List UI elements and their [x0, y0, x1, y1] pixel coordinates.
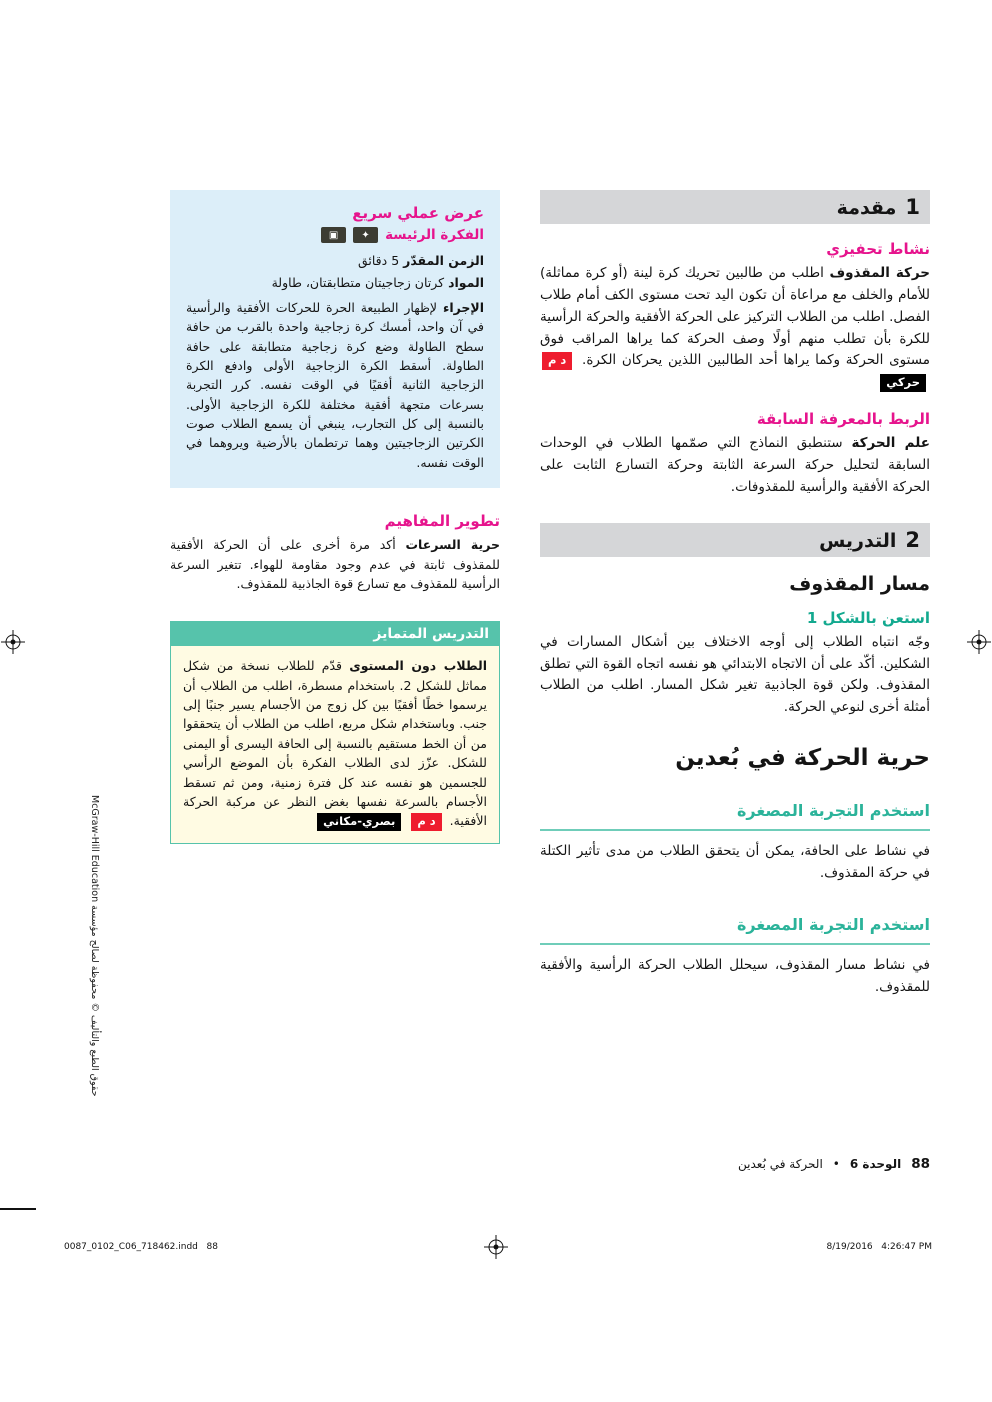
prior-knowledge-heading: الربط بالمعرفة السابقة: [756, 410, 930, 429]
prior-knowledge-paragraph: [540, 433, 930, 499]
estimated-time-row: [186, 251, 484, 270]
print-datetime: 8/19/2016 4:26:47 PM: [826, 1242, 932, 1252]
differentiated-paragraph: [183, 656, 487, 831]
registration-mark-left: [1, 630, 25, 654]
differentiated-instruction-header: التدريس المتمايز: [171, 622, 499, 646]
main-idea-row: [186, 227, 484, 243]
concept-development-paragraph: [170, 535, 500, 593]
minilab-2-heading: استخدم التجربة المصغرة: [540, 915, 930, 945]
figure-paragraph: وجّه انتباه الطلاب إلى أوجه الاختلاف بين أشكال المسارات في الشكلين. أكّد على أن الاتجاه الابتدائي هو نفسه اتجاه القوة التي تطلق المقذوف. ولكن قوة الجاذبية تغير شكل المسار. اطلب من الطلاب أمثلة أخرى لنوعي الحركة.: [540, 633, 930, 716]
procedure-paragraph: [186, 298, 484, 472]
main-idea-label: الفكرة الرئيسة: [385, 227, 484, 243]
prior-lead: علم الحركة: [851, 435, 930, 452]
kinesthetic-badge: حركي: [880, 374, 926, 392]
print-filename: 0087_0102_C06_718462.indd 88: [64, 1242, 218, 1252]
page-footer: [738, 1156, 930, 1172]
minilab-2-paragraph: في نشاط مسار المقذوف، سيحلل الطلاب الحركة الرأسية والأفقية للمقذوف.: [540, 956, 930, 995]
concept-lead: حرية السرعات: [405, 537, 500, 553]
prior-body: ستنطبق النماذج التي صمّمها الطلاب في الوحدات السابقة لتحليل حركة السرعة الثابتة وحركة التسارع الثابت على الحركة الأفقية والرأسية للمقذوفات.: [540, 435, 930, 495]
quick-demo-box: [170, 190, 500, 488]
copyright-vertical-text: حقوق الطبع والتأليف © محفوظة لصالح مؤسسة McGraw-Hill Education: [89, 795, 100, 1097]
registration-mark-right: [967, 630, 991, 654]
materials-label: المواد: [448, 275, 484, 291]
below-level-lead: الطلاب دون المستوى: [349, 658, 487, 674]
registration-mark-bottom: [484, 1235, 508, 1259]
differentiated-instruction-box: [170, 621, 500, 844]
figure-reference-heading: استعن بالشكل 1: [806, 608, 930, 627]
section-2-number: 2: [905, 527, 920, 552]
minilab-1-heading: استخدم التجربة المصغرة: [540, 801, 930, 831]
sidebar-column: [170, 190, 500, 1015]
activity-heading: نشاط تحفيزي: [826, 240, 930, 258]
freedom-of-motion-heading: حرية الحركة في بُعدين: [675, 745, 930, 772]
concept-development-heading: تطوير المفاهيم: [384, 512, 500, 531]
estimated-time-label: الزمن المقدّر: [403, 253, 484, 268]
dm-badge: د م: [542, 352, 572, 370]
main-idea-strand-icon: ✦: [353, 227, 378, 243]
section-2-title: التدريس: [819, 529, 897, 552]
section-1-header: [540, 190, 930, 224]
estimated-time-value: 5 دقائق: [357, 253, 400, 268]
procedure-body: لإظهار الطبيعة الحرة للحركات الأفقية والرأسية في آن واحد، أمسك كرة زجاجية واحدة بالقرب من حافة سطح الطاولة وضع كرة زجاجية متطابقة على حافة الطاولة. أسقط الكرة الزجاجية الأولى وادفع الكرة الزجاجية الثانية أفقيًا في الوقت نفسه. كرر التجربة بسرعات متجهة أفقية مختلفة للكرة الزجاجية الأولى. بالنسبة إلى كل التجارب، ينبغي أن يسمع الطلاب صوت الكرتين الزجاجيتين وهما ترتطمان بالأرضية ويروهما في الوقت نفسه.: [186, 299, 484, 470]
minilab-1-paragraph: في نشاط على الحافة، يمكن أن يتحقق الطلاب من مدى تأثير الكتلة في حركة المقذوف.: [540, 843, 930, 882]
lesson-subtitle: مسار المقذوف: [789, 572, 930, 595]
main-idea-media-icon: ▣: [321, 227, 346, 243]
differentiated-instruction-body: [171, 646, 499, 843]
section-1-title: مقدمة: [836, 197, 897, 219]
concept-body: أكد مرة أخرى على أن الحركة الأفقية للمقذوف ثابتة في عدم وجود مقاومة للهواء. تتغير السرعة الرأسية للمقذوف مع تسارع قوة الجاذبية للمقذوف.: [170, 537, 500, 591]
materials-value: كرتان زجاجيتان متطابقتان، طاولة: [271, 275, 445, 291]
trim-rule: [0, 1208, 36, 1210]
activity-paragraph: [540, 263, 930, 394]
visual-spatial-badge: بصري-مكاني: [317, 813, 401, 831]
activity-lead: حركة المقذوف: [829, 265, 931, 281]
footer-separator: •: [832, 1157, 840, 1171]
page-content: [170, 190, 930, 1015]
section-1-number: 1: [905, 195, 920, 219]
procedure-label: الإجراء: [442, 299, 484, 315]
dm-badge-2: د م: [411, 813, 441, 831]
activity-body: اطلب من طالبين تحريك كرة لينة (أو كرة مماثلة) للأمام والخلف مع مراعاة أن تكون اليد تحت مستوى الكف أمام طلاب الفصل. اطلب من الطلاب التركيز على الحركة الأفقية والحركة الرأسية للكرة بأن تطلب منهم أولًا وصف الحركة كما يراها المراقب فوق مستوى الحركة وكما يراها أحد الطالبين اللذين يحركان الكرة.: [540, 265, 930, 369]
unit-label: الوحدة 6: [849, 1157, 902, 1171]
materials-row: [186, 273, 484, 292]
section-2-header: [540, 523, 930, 557]
page-number: 88: [911, 1156, 930, 1172]
main-column: [540, 190, 930, 1015]
quick-demo-heading: عرض عملي سريع: [352, 204, 484, 222]
footer-chapter-title: الحركة في بُعدين: [738, 1157, 823, 1171]
below-level-body: قدّم للطلاب نسخة من شكل مماثل للشكل 2. باستخدام مسطرة، اطلب من الطلاب أن يرسموا خطًا أفقيًا بين كل زوج من الأجسام يسير جنبًا إلى جنب. وباستخدام شكل مربع، اطلب من الطلاب أن يتحققوا من أن الخط مستقيم بالنسبة إلى الحافة اليسرى أو اليمنى للشكل. عزّز لدى الطلاب الفكرة بأن الموضع الرأسي للجسمين هو نفسه عند كل فترة زمنية، ومن ثم تسقط الأجسام بالسرعة نفسها بغض النظر عن مركبة الحركة الأفقية.: [183, 658, 488, 829]
